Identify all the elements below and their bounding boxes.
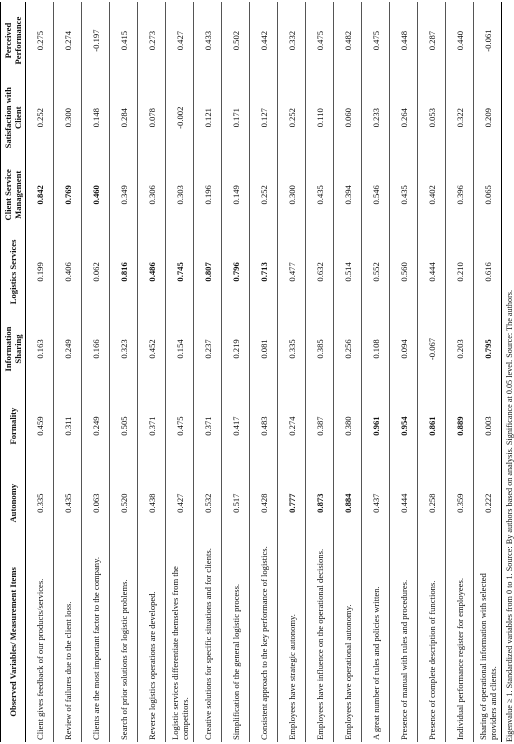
table-row [166, 2, 194, 742]
loading-value: 0.065 [474, 156, 502, 233]
loading-value: 0.081 [250, 310, 278, 387]
loading-value: 0.210 [446, 233, 474, 310]
loading-value: 0.842 [26, 156, 54, 233]
loading-value: 0.094 [390, 310, 418, 387]
measurement-item: Creative solutions for specific situations and for clients. [194, 542, 222, 742]
loading-value: 0.713 [250, 233, 278, 310]
table-row [306, 2, 334, 742]
loading-value: 0.053 [418, 79, 446, 156]
loading-value: 0.110 [306, 79, 334, 156]
loading-value: 0.300 [54, 79, 82, 156]
table-row [362, 2, 390, 742]
loading-value: 0.196 [194, 156, 222, 233]
column-header-autonomy: Autonomy [1, 465, 26, 542]
loading-value: 0.482 [334, 2, 362, 79]
loading-value: 0.437 [362, 465, 390, 542]
loading-value: 0.306 [138, 156, 166, 233]
loading-value: 0.861 [418, 388, 446, 465]
loading-value: 0.300 [278, 156, 306, 233]
loading-value: 0.380 [334, 388, 362, 465]
measurement-item: Search of prior solutions for logistic problems. [110, 542, 138, 742]
table-row [54, 2, 82, 742]
loading-value: 0.252 [26, 79, 54, 156]
loading-value: 0.514 [334, 233, 362, 310]
loading-value: 0.078 [138, 79, 166, 156]
loading-value: 0.108 [362, 310, 390, 387]
loading-value: 0.433 [194, 2, 222, 79]
loading-value: 0.171 [222, 79, 250, 156]
header-row [1, 2, 26, 742]
loading-value: 0.777 [278, 465, 306, 542]
column-header-satisfaction-with-client: Satisfaction with Client [1, 79, 26, 156]
loading-value: 0.274 [278, 388, 306, 465]
table-row [222, 2, 250, 742]
loading-value: 0.284 [110, 79, 138, 156]
loading-value: 0.274 [54, 2, 82, 79]
loading-value: 0.148 [82, 79, 110, 156]
loading-value: 0.440 [446, 2, 474, 79]
measurement-item: Sharing of operational information with selected providers and clients. [474, 542, 502, 742]
table-row [474, 2, 502, 742]
loading-value: 0.889 [446, 388, 474, 465]
loading-value: 0.816 [110, 233, 138, 310]
loading-value: 0.435 [306, 156, 334, 233]
loading-value: 0.486 [138, 233, 166, 310]
table-row [110, 2, 138, 742]
loading-value: 0.335 [278, 310, 306, 387]
measurement-item: Employees have strategic autonomy. [278, 542, 306, 742]
column-header-formality: Formality [1, 388, 26, 465]
loading-value: 0.199 [26, 233, 54, 310]
loading-value: 0.222 [474, 465, 502, 542]
column-header-logistics-services: Logistics Services [1, 233, 26, 310]
loading-value: 0.442 [250, 2, 278, 79]
measurement-item: Employees have influence on the operational decisions. [306, 542, 334, 742]
loading-value: 0.632 [306, 233, 334, 310]
measurement-item: Review of failures due to the client loss. [54, 542, 82, 742]
loading-value: 0.163 [26, 310, 54, 387]
table-row [138, 2, 166, 742]
loading-value: 0.311 [54, 388, 82, 465]
loading-value: 0.385 [306, 310, 334, 387]
measurement-item: Individual performance register for employees. [446, 542, 474, 742]
loading-value: 0.349 [110, 156, 138, 233]
loading-value: 0.402 [418, 156, 446, 233]
loading-value: 0.873 [306, 465, 334, 542]
measurement-item: Employees have operational autonomy. [334, 542, 362, 742]
loading-value: 0.475 [166, 388, 194, 465]
loading-value: 0.769 [54, 156, 82, 233]
loading-value: 0.249 [54, 310, 82, 387]
loading-value: 0.394 [334, 156, 362, 233]
loading-value: 0.884 [334, 465, 362, 542]
loadings-table [0, 2, 502, 742]
loading-value: 0.417 [222, 388, 250, 465]
loading-value: 0.303 [166, 156, 194, 233]
table-row [26, 2, 54, 742]
loading-value: -0.197 [82, 2, 110, 79]
loading-value: 0.252 [250, 156, 278, 233]
table-body [26, 2, 502, 742]
loading-value: 0.475 [362, 2, 390, 79]
loading-value: 0.444 [390, 465, 418, 542]
loading-value: 0.505 [110, 388, 138, 465]
loading-value: 0.795 [474, 310, 502, 387]
table-row [418, 2, 446, 742]
table-row [446, 2, 474, 742]
loading-value: 0.387 [306, 388, 334, 465]
loading-value: 0.435 [390, 156, 418, 233]
loading-value: 0.063 [82, 465, 110, 542]
column-header-perceived-performance: Perceived Performance [1, 2, 26, 79]
loading-value: 0.273 [138, 2, 166, 79]
measurement-item: Logistic services differentiate themselves from the competitors. [166, 542, 194, 742]
loading-value: 0.233 [362, 79, 390, 156]
loading-value: 0.060 [334, 79, 362, 156]
column-header-client-service-management: Client Service Management [1, 156, 26, 233]
column-header-items: Observed Variables/ Measurement Items [1, 542, 26, 742]
table-row [278, 2, 306, 742]
loading-value: 0.517 [222, 465, 250, 542]
loading-value: 0.616 [474, 233, 502, 310]
loading-value: -0.002 [166, 79, 194, 156]
loading-value: 0.552 [362, 233, 390, 310]
measurement-item: Clients are the most important factor to the company. [82, 542, 110, 742]
loading-value: 0.237 [194, 310, 222, 387]
loading-value: 0.359 [446, 465, 474, 542]
loading-value: 0.807 [194, 233, 222, 310]
loading-value: 0.448 [390, 2, 418, 79]
loading-value: 0.264 [390, 79, 418, 156]
loading-value: 0.427 [166, 2, 194, 79]
loading-value: 0.502 [222, 2, 250, 79]
measurement-item: Presence of manual with rules and procedures. [390, 542, 418, 742]
measurement-item: Simplification of the general logistic process. [222, 542, 250, 742]
loading-value: 0.532 [194, 465, 222, 542]
loading-value: 0.435 [54, 465, 82, 542]
loading-value: 0.438 [138, 465, 166, 542]
loading-value: 0.371 [194, 388, 222, 465]
loading-value: 0.444 [418, 233, 446, 310]
table-row [194, 2, 222, 742]
loading-value: 0.371 [138, 388, 166, 465]
loading-value: 0.332 [278, 2, 306, 79]
loading-value: 0.166 [82, 310, 110, 387]
loading-value: 0.396 [446, 156, 474, 233]
loading-value: 0.475 [306, 2, 334, 79]
loading-value: 0.546 [362, 156, 390, 233]
loading-value: 0.219 [222, 310, 250, 387]
loading-value: 0.406 [54, 233, 82, 310]
loading-value: 0.154 [166, 310, 194, 387]
measurement-item: A great number of rules and policies written. [362, 542, 390, 742]
measurement-item: Consistent approach to the key performance of logistics. [250, 542, 278, 742]
loading-value: 0.275 [26, 2, 54, 79]
loading-value: 0.258 [418, 465, 446, 542]
loading-value: 0.796 [222, 233, 250, 310]
loading-value: 0.427 [166, 465, 194, 542]
loading-value: 0.477 [278, 233, 306, 310]
loading-value: 0.252 [278, 79, 306, 156]
table-row [334, 2, 362, 742]
loading-value: 0.745 [166, 233, 194, 310]
loading-value: 0.483 [250, 388, 278, 465]
loading-value: 0.209 [474, 79, 502, 156]
loading-value: 0.287 [418, 2, 446, 79]
loading-value: -0.061 [474, 2, 502, 79]
table-row [250, 2, 278, 742]
loading-value: 0.323 [110, 310, 138, 387]
loading-value: 0.460 [82, 156, 110, 233]
loading-value: 0.322 [446, 79, 474, 156]
loading-value: 0.256 [334, 310, 362, 387]
table-row [82, 2, 110, 742]
measurement-item: Client gives feedback of our products/services. [26, 542, 54, 742]
loading-value: 0.415 [110, 2, 138, 79]
loading-value: 0.203 [446, 310, 474, 387]
loading-value: 0.003 [474, 388, 502, 465]
loading-value: -0.067 [418, 310, 446, 387]
measurement-item: Reverse logistics operations are developed. [138, 542, 166, 742]
loading-value: 0.459 [26, 388, 54, 465]
loading-value: 0.149 [222, 156, 250, 233]
loading-value: 0.961 [362, 388, 390, 465]
table-footnote: Eigenvalue ≥ 1. Standardized variables from 0 to 1. Source: By authors based on analysis. Significance at 0.05 level. Source: The authors. [505, 289, 514, 742]
measurement-item: Presence of complete description of functions. [418, 542, 446, 742]
loading-value: 0.127 [250, 79, 278, 156]
loading-value: 0.428 [250, 465, 278, 542]
loading-value: 0.954 [390, 388, 418, 465]
loading-value: 0.121 [194, 79, 222, 156]
loading-value: 0.560 [390, 233, 418, 310]
loading-value: 0.520 [110, 465, 138, 542]
loading-value: 0.062 [82, 233, 110, 310]
table-row [390, 2, 418, 742]
loading-value: 0.452 [138, 310, 166, 387]
loading-value: 0.335 [26, 465, 54, 542]
loading-value: 0.249 [82, 388, 110, 465]
column-header-information-sharing: Information Sharing [1, 310, 26, 387]
